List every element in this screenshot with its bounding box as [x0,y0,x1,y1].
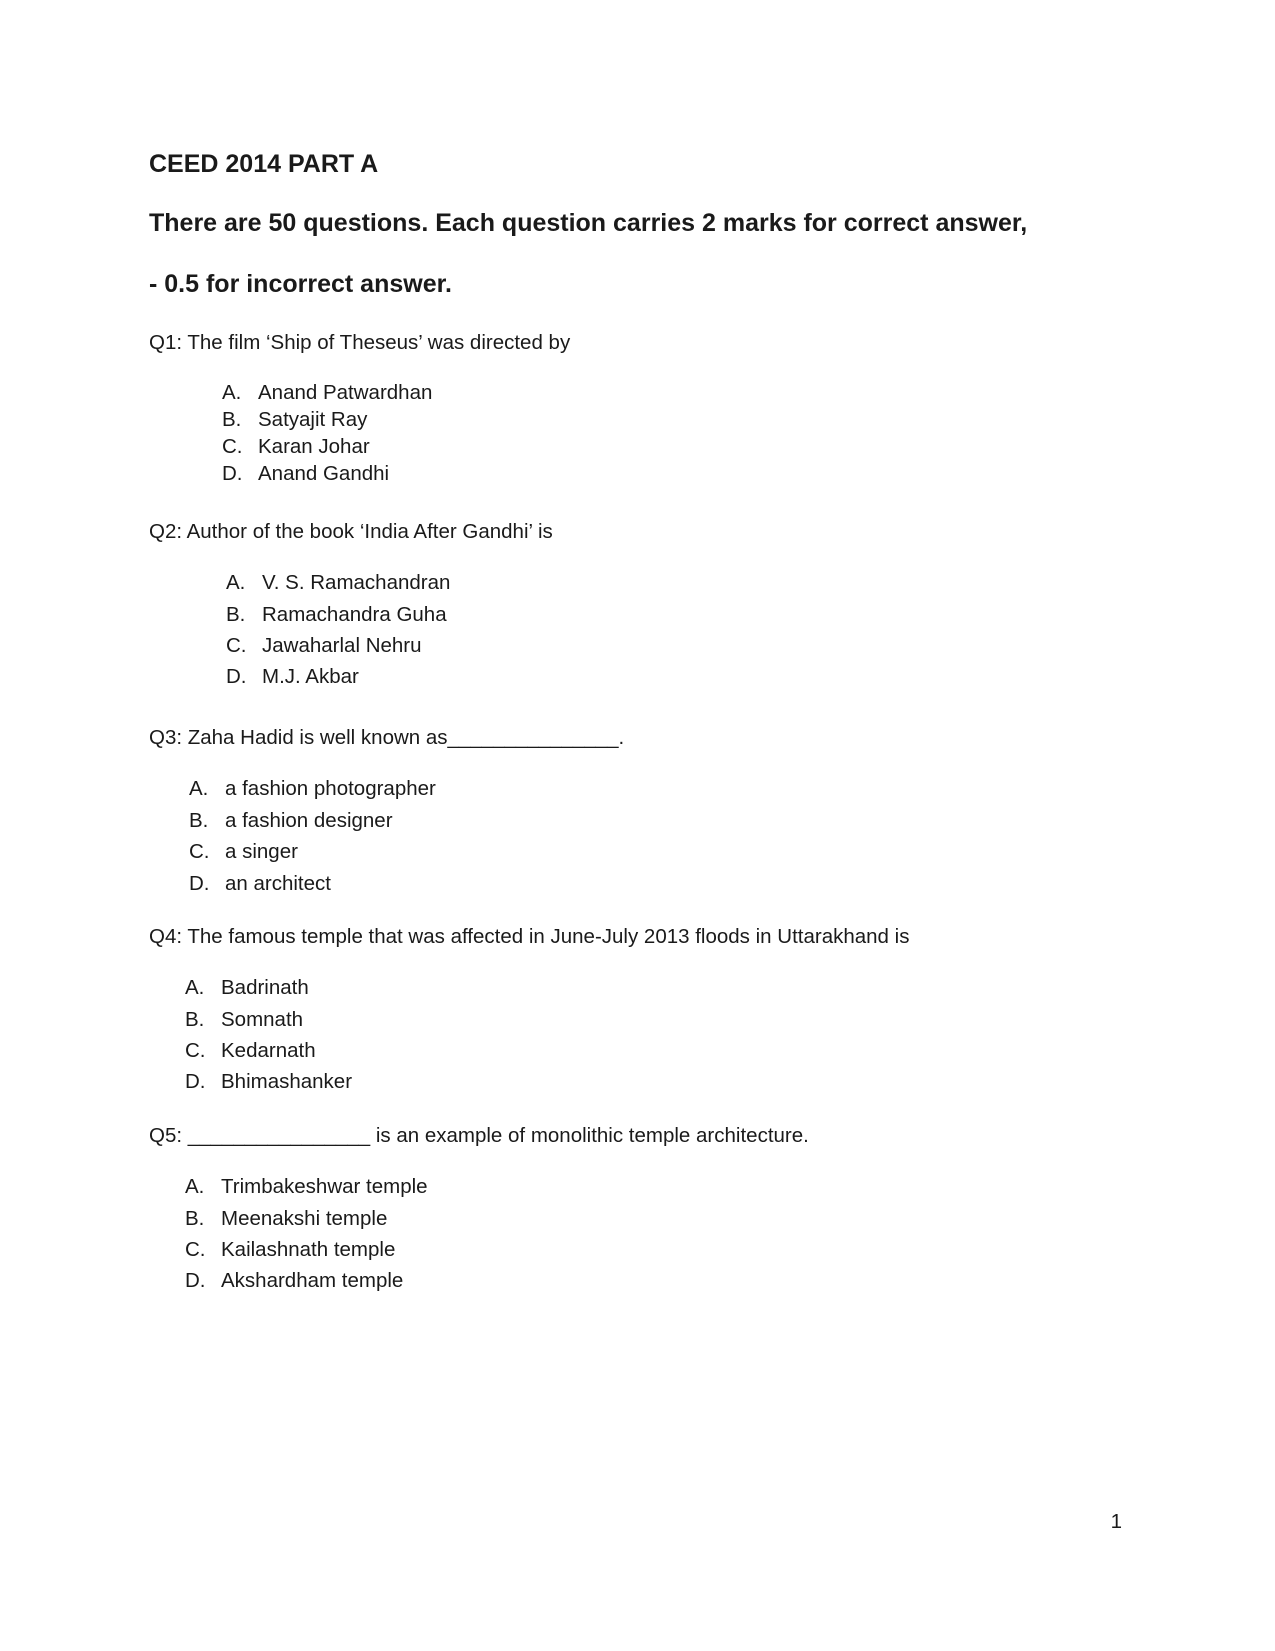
option-item [185,1007,303,1033]
option-letter: B. [226,603,246,626]
option-text: Akshardham temple [221,1269,404,1292]
document-title: CEED 2014 PART A [149,150,379,178]
option-letter: B. [185,1207,205,1230]
option-letter: C. [226,634,247,657]
option-item [189,808,393,834]
option-item [189,776,436,802]
option-item [185,1237,395,1263]
option-letter: A. [185,976,205,999]
option-letter: A. [185,1175,205,1198]
option-letter: B. [185,1008,205,1031]
option-text: a fashion designer [225,809,393,832]
option-item [222,434,370,460]
option-item [226,664,359,690]
option-letter: D. [226,665,247,688]
option-item [226,633,422,659]
option-text: Somnath [221,1008,304,1031]
option-letter: C. [189,840,210,863]
option-letter: B. [189,809,209,832]
option-letter: C. [185,1039,206,1062]
question-4-text: Q4: The famous temple that was affected in June-July 2013 floods in Uttarakhand is [149,925,910,948]
question-1-text: Q1: The film ‘Ship of Theseus’ was directed by [149,331,571,354]
option-letter: A. [189,777,209,800]
option-item [189,871,331,897]
option-letter: D. [185,1269,206,1292]
option-item [185,1206,387,1232]
option-text: Kailashnath temple [221,1238,396,1261]
option-letter: D. [222,462,243,485]
question-5-text: Q5: ________________ is an example of monolithic temple architecture. [149,1124,809,1147]
option-item [222,407,367,433]
option-item [185,1069,352,1095]
option-text: V. S. Ramachandran [262,571,451,594]
instruction-line-2: - 0.5 for incorrect answer. [149,270,452,298]
option-letter: C. [222,435,243,458]
option-item [185,1174,428,1200]
option-letter: D. [189,872,210,895]
option-text: Anand Patwardhan [258,381,433,404]
option-text: a singer [225,840,298,863]
option-item [189,839,298,865]
option-item [185,975,309,1001]
option-item [222,461,389,487]
option-letter: A. [226,571,246,594]
option-letter: A. [222,381,242,404]
option-item [185,1038,316,1064]
option-item [185,1268,403,1294]
option-letter: B. [222,408,242,431]
option-item [222,380,432,406]
option-text: Trimbakeshwar temple [221,1175,428,1198]
instruction-line-1: There are 50 questions. Each question carries 2 marks for correct answer, [149,209,1028,237]
option-text: Ramachandra Guha [262,603,447,626]
option-text: Bhimashanker [221,1070,353,1093]
option-text: Satyajit Ray [258,408,368,431]
question-2-text: Q2: Author of the book ‘India After Gandhi’ is [149,520,553,543]
option-text: Jawaharlal Nehru [262,634,422,657]
option-text: Meenakshi temple [221,1207,388,1230]
option-item [226,570,450,596]
option-letter: C. [185,1238,206,1261]
option-item [226,602,447,628]
option-text: Anand Gandhi [258,462,390,485]
page-number: 1 [1110,1510,1122,1533]
option-text: Karan Johar [258,435,370,458]
option-letter: D. [185,1070,206,1093]
option-text: M.J. Akbar [262,665,359,688]
question-3-text: Q3: Zaha Hadid is well known as_______________. [149,726,625,749]
option-text: an architect [225,872,331,895]
option-text: a fashion photographer [225,777,436,800]
option-text: Kedarnath [221,1039,316,1062]
option-text: Badrinath [221,976,309,999]
